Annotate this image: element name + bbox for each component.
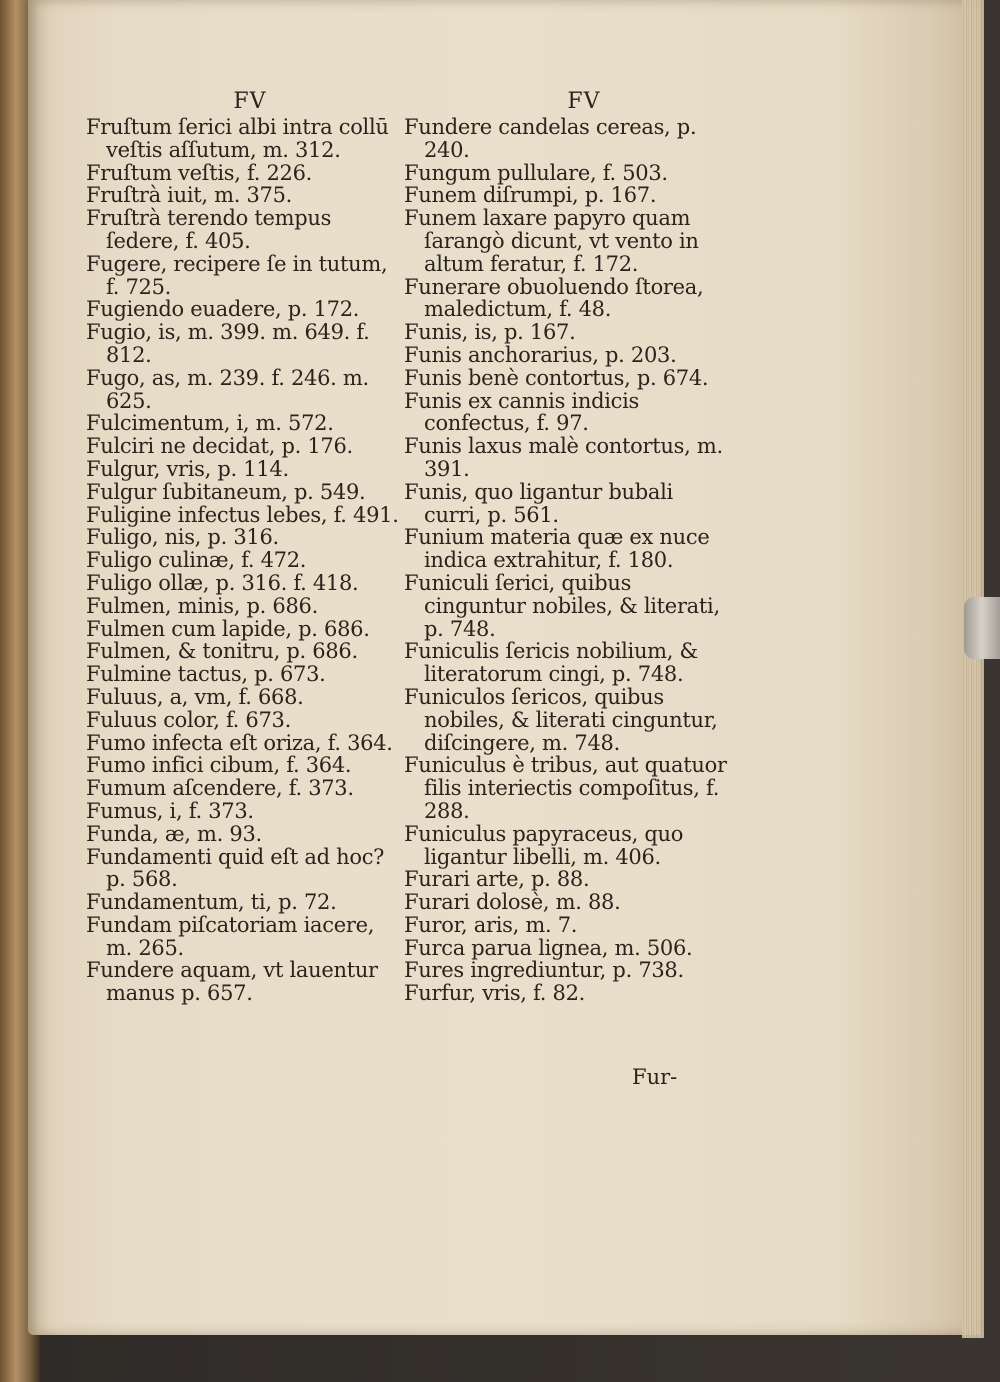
- index-entry: Funiculis ſericis nobilium, & literatorum cingi, p. 748.: [404, 639, 698, 687]
- index-entry: Funda, æ, m. 93.: [86, 821, 262, 846]
- index-entry: Fungum pullulare, f. 503.: [404, 160, 668, 185]
- index-entry: Funis ex cannis indicis confectus, f. 97.: [404, 388, 639, 436]
- index-entry: Funiculos ſericos, quibus nobiles, & literati cinguntur, diſcingere, m. 748.: [404, 684, 718, 755]
- index-entry: Funis benè contortus, p. 674.: [404, 365, 709, 390]
- index-entry: Fuluus, a, vm, f. 668.: [86, 684, 304, 709]
- index-entry: Funem diſrumpi, p. 167.: [404, 183, 657, 208]
- index-entry: Funis anchorarius, p. 203.: [404, 342, 677, 367]
- index-entry: Fuligo culinæ, f. 472.: [86, 548, 307, 573]
- index-entry: Funerare obuoluendo ſtorea, maledictum, f. 48.: [404, 274, 704, 322]
- index-entry: Fruſtrà iuit, m. 375.: [86, 183, 293, 208]
- index-entry: Fruſtum veſtis, f. 226.: [86, 160, 313, 185]
- index-entry: Fundere aquam, vt lauentur manus p. 657.: [86, 958, 378, 1006]
- index-entry: Fuligo ollæ, p. 316. f. 418.: [86, 570, 359, 595]
- running-head-right: FV: [567, 89, 601, 114]
- running-head-left: FV: [233, 89, 267, 114]
- index-entry: Fugio, is, m. 399. m. 649. f. 812.: [86, 320, 370, 367]
- index-entry: Funiculus papyraceus, quo ligantur libelli, m. 406.: [404, 821, 684, 869]
- index-entry: Funiculus è tribus, aut quatuor filis interiectis compoſitus, f. 288.: [404, 753, 727, 823]
- bookmark-tab: [964, 597, 1000, 659]
- left-column: [86, 88, 404, 1005]
- index-entry: Funis, quo ligantur bubali curri, p. 561.: [404, 479, 673, 527]
- index-entry: Fulmen, & tonitru, p. 686.: [86, 639, 358, 664]
- right-entry-list: [404, 116, 734, 1005]
- page-fore-edge: [962, 0, 984, 1338]
- index-entry: Fuluus color, f. 673.: [86, 707, 291, 732]
- index-entry: Fulmen, minis, p. 686.: [86, 593, 318, 618]
- index-entry: Fundamentum, ti, p. 72.: [86, 890, 337, 915]
- index-entry: Funium materia quæ ex nuce indica extrahitur, f. 180.: [404, 525, 710, 573]
- index-entry: Fugo, as, m. 239. f. 246. m. 625.: [86, 365, 369, 413]
- index-entry: Fulgur, vris, p. 114.: [86, 456, 289, 481]
- right-column: [404, 88, 734, 1005]
- index-entry: Fuligine infectus lebes, f. 491.: [86, 502, 399, 527]
- catchword: Fur-: [632, 1065, 678, 1089]
- index-entry: Fulcimentum, i, m. 572.: [86, 411, 334, 436]
- index-entry: Furari dolosè, m. 88.: [404, 890, 621, 915]
- index-entry: Fulciri ne decidat, p. 176.: [86, 434, 353, 459]
- index-entry: Fugere, recipere ſe in tutum, f. 725.: [86, 251, 388, 299]
- index-entry: Fruſtum ſerici albi intra collū veſtis aſſutum, m. 312.: [86, 115, 389, 162]
- index-entry: Fulgur ſubitaneum, p. 549.: [86, 479, 366, 504]
- index-entry: Fulmine tactus, p. 673.: [86, 662, 326, 687]
- index-entry: Fundere candelas cereas, p. 240.: [404, 115, 697, 162]
- index-entry: Funis laxus malè contortus, m. 391.: [404, 434, 723, 481]
- index-entry: Furfur, vris, f. 82.: [404, 981, 586, 1006]
- index-entry: Funis, is, p. 167.: [404, 320, 576, 345]
- index-entry: Furca parua lignea, m. 506.: [404, 935, 693, 960]
- index-entry: Funem laxare papyro quam ſarangò dicunt, vt vento in altum feratur, f. 172.: [404, 206, 699, 276]
- index-entry: Fumus, i, f. 373.: [86, 798, 254, 823]
- index-entry: Fures ingrediuntur, p. 738.: [404, 958, 684, 983]
- index-entry: Fumo infecta eſt oriza, f. 364.: [86, 730, 393, 755]
- index-entry: Funiculi ſerici, quibus cinguntur nobiles, & literati, p. 748.: [404, 570, 720, 641]
- index-entry: Fumum aſcendere, f. 373.: [86, 776, 354, 801]
- index-entry: Fugiendo euadere, p. 172.: [86, 297, 360, 322]
- index-entry: Fruſtrà terendo tempus ſedere, f. 405.: [86, 206, 332, 253]
- index-entry: Fumo infici cibum, f. 364.: [86, 753, 352, 778]
- index-entry: Fundamenti quid eſt ad hoc? p. 568.: [86, 844, 385, 892]
- index-entry: Fulmen cum lapide, p. 686.: [86, 616, 370, 641]
- index-entry: Fuligo, nis, p. 316.: [86, 525, 279, 550]
- index-entry: Fundam piſcatoriam iacere, m. 265.: [86, 912, 375, 960]
- left-entry-list: [86, 116, 404, 1005]
- index-entry: Furari arte, p. 88.: [404, 867, 590, 892]
- index-entry: Furor, aris, m. 7.: [404, 912, 578, 937]
